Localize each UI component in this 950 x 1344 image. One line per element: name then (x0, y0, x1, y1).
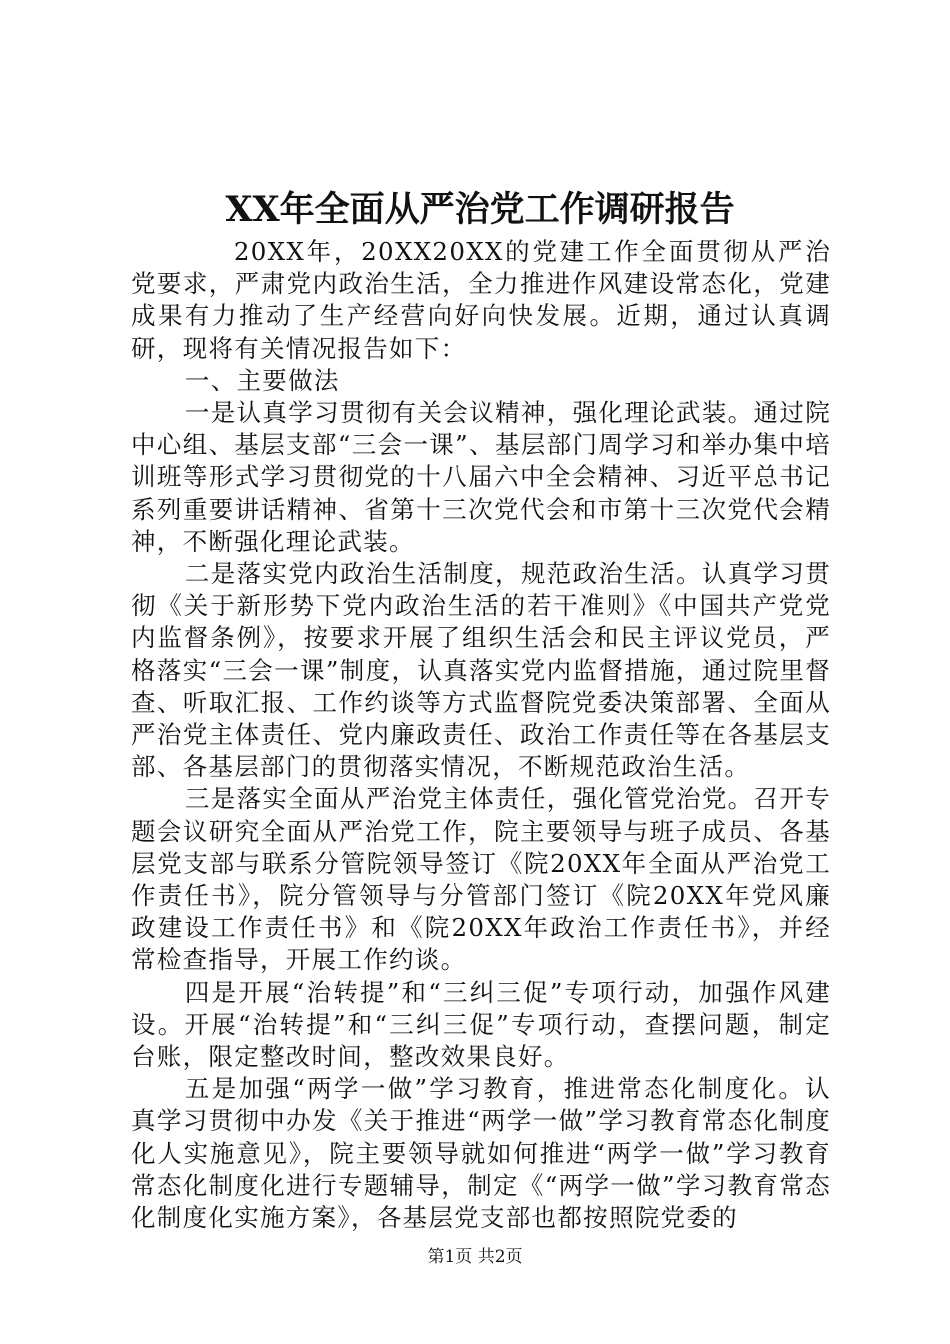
intro-paragraph: 20XX年，20XX20XX的党建工作全面贯彻从严治党要求，严肃党内政治生活，全力推进作风建设常态化，党建成果有力推动了生产经营向好向快发展。近期，通过认真调研，现将有关情况报告如下： (131, 237, 831, 363)
document-body (131, 236, 831, 1234)
document-title: XX年全面从严治党工作调研报告 (225, 189, 735, 230)
paragraph-2: 二是落实党内政治生活制度，规范政治生活。认真学习贯彻《关于新形势下党内政治生活的若干准则》《中国共产党党内监督条例》，按要求开展了组织生活会和民主评议党员，严格落实“三会一课”制度，认真落实党内监督措施，通过院里督查、听取汇报、工作约谈等方式监督院党委决策部署、全面从严治党主体责任、党内廉政责任、政治工作责任等在各基层支部、各基层部门的贯彻落实情况，不断规范政治生活。 (131, 559, 831, 782)
paragraph-3: 三是落实全面从严治党主体责任，强化管党治党。召开专题会议研究全面从严治党工作，院主要领导与班子成员、各基层党支部与联系分管院领导签订《院20XX年全面从严治党工作责任书》，院分管领导与分管部门签订《院20XX年党风廉政建设工作责任书》和《院20XX年政治工作责任书》，并经常检查指导，开展工作约谈。 (131, 784, 831, 975)
section-heading: 一、主要做法 (184, 365, 340, 395)
paragraph-1: 一是认真学习贯彻有关会议精神，强化理论武装。通过院中心组、基层支部“三会一课”、基层部门周学习和举办集中培训班等形式学习贯彻党的十八届六中全会精神、习近平总书记系列重要讲话精神、省第十三次党代会和市第十三次党代会精神，不断强化理论武装。 (131, 398, 831, 556)
paragraph-5: 五是加强“两学一做”学习教育，推进常态化制度化。认真学习贯彻中办发《关于推进“两学一做”学习教育常态化制度化人实施意见》，院主要领导就如何推进“两学一做”学习教育常态化制度化进行专题辅导，制定《“两学一做”学习教育常态化制度化实施方案》，各基层党支部也都按照院党委的 (131, 1074, 831, 1233)
page-footer: 第1页 共2页 (427, 1247, 523, 1267)
paragraph-4: 四是开展“治转提”和“三纠三促”专项行动，加强作风建设。开展“治转提”和“三纠三促”专项行动，查摆问题，制定台账，限定整改时间，整改效果良好。 (131, 977, 831, 1072)
